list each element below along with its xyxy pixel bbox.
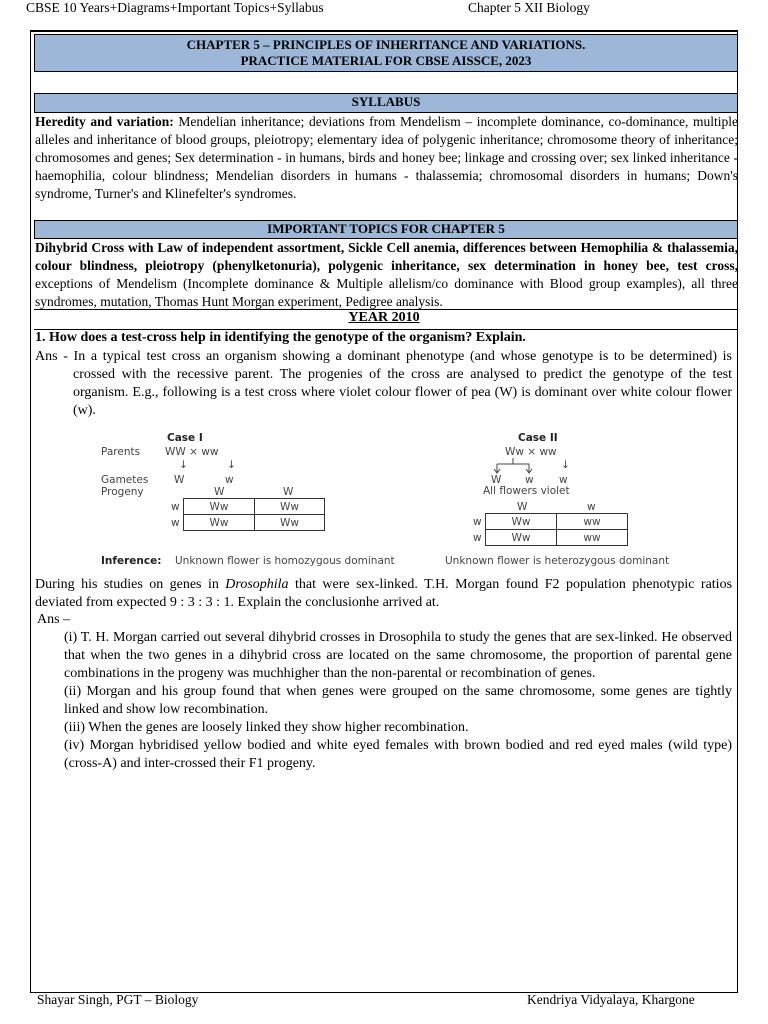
punnett-cell: ww: [556, 529, 628, 546]
gametes-label: Gametes: [101, 474, 149, 486]
case-1-title: Case I: [167, 432, 203, 444]
case-1-col-b: W: [283, 486, 294, 498]
progeny-label: Progeny: [101, 486, 144, 498]
question-2-post: that were sex-linked. T.H. Morgan found F2 population phenotypic ratios deviated from expected 9 : 3 : 3 : 1. Explain the conclusionhe arrived at.: [35, 577, 733, 610]
inference-label: Inference:: [101, 555, 162, 567]
answer-2-label: Ans –: [37, 612, 71, 627]
page-footer-right: Kendriya Vidyalaya, Khargone: [527, 992, 695, 1007]
down-arrow-icon: ↓: [561, 459, 570, 471]
chapter-title-band: [34, 34, 738, 72]
case-1-row-a: w: [171, 501, 180, 513]
parents-label: Parents: [101, 446, 141, 458]
case-2-gamete-b: w: [525, 474, 534, 486]
case-2-col-b: w: [587, 501, 596, 513]
case-1-col-a: W: [214, 486, 225, 498]
down-arrow-icon: ↓: [227, 459, 236, 471]
punnett-cell: Ww: [183, 514, 255, 531]
case-1-inference: Unknown flower is homozygous dominant: [175, 555, 395, 567]
page-footer-left: Shayar Singh, PGT – Biology: [37, 992, 199, 1007]
answer-2: [64, 629, 732, 773]
answer-point: (iii) When the genes are loosely linked they show higher recombination.: [64, 720, 469, 735]
case-1-gamete-b: w: [225, 474, 234, 486]
down-arrow-icon: ↓: [179, 459, 188, 471]
chapter-title: CHAPTER 5 – PRINCIPLES OF INHERITANCE AND VARIATIONS.: [186, 37, 586, 52]
case-2-row-b: w: [473, 532, 482, 544]
punnett-cell: Ww: [254, 514, 325, 531]
punnett-cell: Ww: [485, 529, 557, 546]
answer-point: (iv) Morgan hybridised yellow bodied and white eyed females with brown bodied and red eyed males (wild type) (cross-A) and inter-crossed their F1 progeny.: [64, 738, 732, 771]
case-2-row-a: w: [473, 516, 482, 528]
important-topics-bold: Dihybrid Cross with Law of independent assortment, Sickle Cell anemia, differences between Hemophilia & thalassemia, colour blindness, pleiotropy (phenylketonuria), polygenic inheritance, sex determination in honey bee, test cross,: [35, 240, 738, 273]
question-1: 1. How does a test-cross help in identifying the genotype of the organism? Explain.: [35, 330, 526, 345]
punnett-cell: ww: [556, 513, 628, 530]
test-cross-diagram: [95, 428, 685, 578]
answer-point: (ii) Morgan and his group found that when genes were grouped on the same chromosome, some genes are tightly linked and show low recombination.: [64, 684, 732, 717]
case-2-gamete-a: W: [491, 474, 502, 486]
answer-1: Ans - In a typical test cross an organism showing a dominant phenotype (and whose genotype is to be determined) is crossed with the recessive parent. The progenies of the cross are analysed to predict the genotype of the test organism. E.g., following is a test cross where violet colour flower of pea (W) is dominant over white colour flower (w).: [35, 349, 732, 418]
case-2-parents: Ww × ww: [505, 446, 557, 458]
punnett-cell: Ww: [485, 513, 557, 530]
syllabus-body: Mendelian inheritance; deviations from Mendelism – incomplete dominance, co-dominance, multiple alleles and inheritance of blood groups, pleiotropy; elementary idea of polygenic inheritance; chromosome theory of inheritance; chromosomes and genes; Sex determination - in humans, birds and honey bee; linkage and crossing over; sex linked inheritance - haemophilia, colour blindness; Mendelian disorders in humans - thalassemia; chromosomal disorders in humans; Down's syndrome, Turner's and Klinefelter's syndromes.: [35, 114, 738, 201]
syllabus-heading: SYLLABUS: [34, 93, 738, 113]
answer-point: (i) T. H. Morgan carried out several dihybrid crosses in Drosophila to study the genes that are sex-linked. He observed that when the two genes in a dihybrid cross are located on the same chromosome, the proportion of parental gene combinations in the progeny was muchhigher than the non-parental or recombination of genes.: [64, 630, 732, 681]
important-topics-normal: exceptions of Mendelism (Incomplete dominance & Multiple allelism/co dominance with Blood group examples), all three syndromes, mutation, Thomas Hunt Morgan experiment, Pedigree analysis.: [35, 276, 738, 309]
case-2-inference: Unknown flower is heterozygous dominant: [445, 555, 670, 567]
case-2-title: Case II: [518, 432, 558, 444]
important-topics-text: [35, 239, 738, 311]
case-1-gamete-a: W: [174, 474, 185, 486]
question-2: [35, 576, 732, 612]
year-heading: YEAR 2010: [348, 310, 420, 325]
question-2-italic: Drosophila: [225, 577, 289, 592]
punnett-cell: Ww: [254, 498, 325, 515]
case-2-progeny-text: All flowers violet: [483, 485, 570, 497]
case-2-gamete-c: w: [559, 474, 568, 486]
case-1-row-b: w: [171, 517, 180, 529]
important-topics-heading: IMPORTANT TOPICS FOR CHAPTER 5: [34, 220, 738, 239]
chapter-subtitle: PRACTICE MATERIAL FOR CBSE AISSCE, 2023: [240, 53, 532, 68]
question-2-pre: During his studies on genes in: [35, 577, 226, 592]
syllabus-lead: Heredity and variation:: [35, 114, 174, 129]
syllabus-text: [35, 113, 738, 203]
case-1-parents: WW × ww: [165, 446, 219, 458]
page-header-right: Chapter 5 XII Biology: [468, 0, 590, 15]
page-header-left: CBSE 10 Years+Diagrams+Important Topics+Syllabus: [26, 0, 324, 15]
punnett-cell: Ww: [183, 498, 255, 515]
case-2-col-a: W: [517, 501, 528, 513]
